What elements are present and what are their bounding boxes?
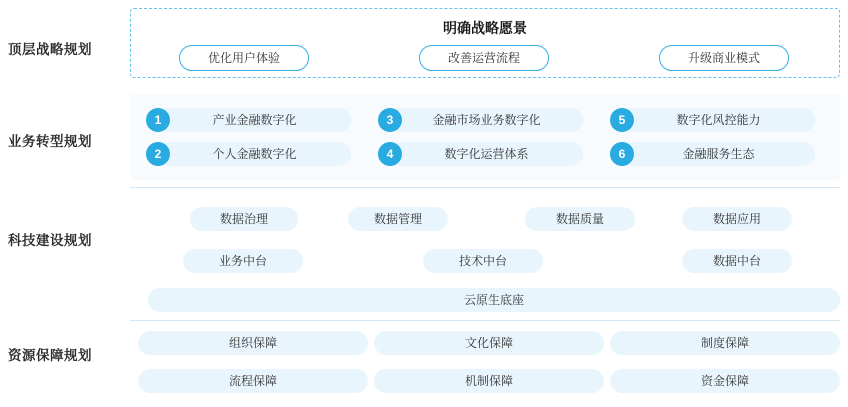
business-item[interactable] bbox=[378, 142, 583, 166]
business-item-number: 5 bbox=[610, 108, 634, 132]
strategy-section bbox=[130, 8, 840, 78]
business-item-label: 金融服务生态 bbox=[622, 142, 815, 166]
business-item-number: 4 bbox=[378, 142, 402, 166]
business-item[interactable] bbox=[610, 142, 815, 166]
resource-item-mechanism[interactable]: 机制保障 bbox=[374, 369, 604, 393]
tech-item-business-middle-platform[interactable]: 业务中台 bbox=[183, 249, 303, 273]
resource-item-funding[interactable]: 资金保障 bbox=[610, 369, 840, 393]
resource-item-culture[interactable]: 文化保障 bbox=[374, 331, 604, 355]
strategy-item-business-model[interactable]: 升级商业模式 bbox=[659, 45, 789, 71]
divider-tech-resource bbox=[130, 320, 840, 321]
business-item[interactable] bbox=[146, 108, 351, 132]
row-label-business: 业务转型规划 bbox=[8, 134, 92, 149]
business-item-label: 产业金融数字化 bbox=[158, 108, 351, 132]
strategy-item-operations[interactable]: 改善运营流程 bbox=[419, 45, 549, 71]
business-item[interactable] bbox=[378, 108, 583, 132]
business-item-number: 2 bbox=[146, 142, 170, 166]
resource-item-system[interactable]: 制度保障 bbox=[610, 331, 840, 355]
strategy-item-user-experience[interactable]: 优化用户体验 bbox=[179, 45, 309, 71]
resource-item-process[interactable]: 流程保障 bbox=[138, 369, 368, 393]
row-label-tech: 科技建设规划 bbox=[8, 233, 92, 248]
strategy-title: 明确战略愿景 bbox=[443, 20, 527, 36]
business-item-number: 6 bbox=[610, 142, 634, 166]
business-item[interactable] bbox=[146, 142, 351, 166]
business-item-label: 数字化运营体系 bbox=[390, 142, 583, 166]
tech-item-data-governance[interactable]: 数据治理 bbox=[190, 207, 298, 231]
business-section bbox=[130, 94, 840, 180]
business-item-number: 3 bbox=[378, 108, 402, 132]
strategy-pill-row bbox=[131, 45, 839, 71]
divider-business-tech bbox=[130, 187, 840, 188]
business-item-label: 个人金融数字化 bbox=[158, 142, 351, 166]
tech-item-data-management[interactable]: 数据管理 bbox=[348, 207, 448, 231]
tech-item-data-application[interactable]: 数据应用 bbox=[682, 207, 792, 231]
business-item-label: 数字化风控能力 bbox=[622, 108, 815, 132]
business-item-label: 金融市场业务数字化 bbox=[390, 108, 583, 132]
row-label-strategy: 顶层战略规划 bbox=[8, 42, 92, 57]
tech-item-data-quality[interactable]: 数据质量 bbox=[525, 207, 635, 231]
business-item-number: 1 bbox=[146, 108, 170, 132]
tech-item-cloud-native-foundation[interactable]: 云原生底座 bbox=[148, 288, 840, 312]
resource-item-organization[interactable]: 组织保障 bbox=[138, 331, 368, 355]
row-label-resource: 资源保障规划 bbox=[8, 348, 92, 363]
tech-item-data-middle-platform[interactable]: 数据中台 bbox=[682, 249, 792, 273]
business-item[interactable] bbox=[610, 108, 815, 132]
tech-item-technology-middle-platform[interactable]: 技术中台 bbox=[423, 249, 543, 273]
